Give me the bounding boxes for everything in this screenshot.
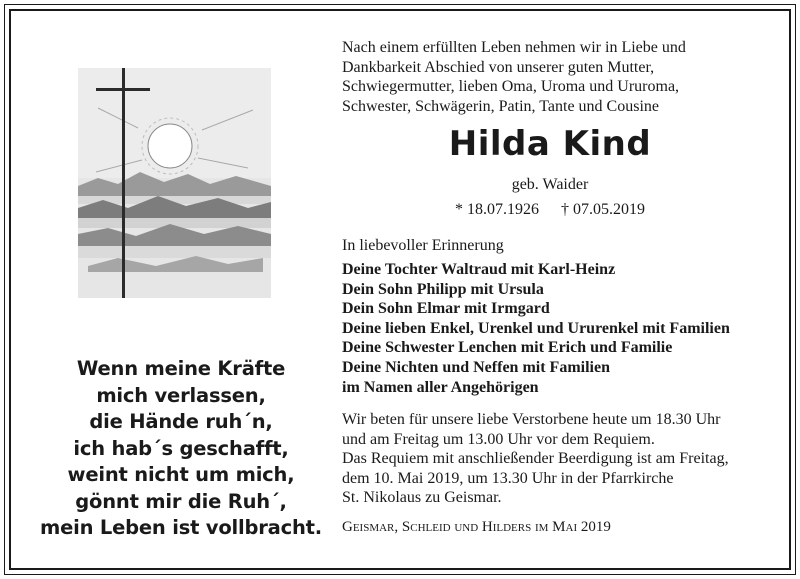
birth-date: * 18.07.1926 [455,201,539,218]
poem-line: mein Leben ist vollbracht. [40,516,322,539]
service-line: dem 10. Mai 2019, um 13.30 Uhr in der Pfarrkirche [342,469,674,487]
mourner-line: im Namen aller Angehörigen [342,378,539,396]
intro-line: Dankbarkeit Abschied von unserer guten Mutter, [342,58,655,76]
service-line: und am Freitag um 13.00 Uhr vor dem Requiem. [342,430,655,448]
service-info [342,410,782,508]
life-dates [342,200,758,220]
death-date: † 07.05.2019 [561,201,645,218]
poem-line: die Hände ruh´n, [89,410,273,433]
mourner-line: Deine Tochter Waltraud mit Karl-Heinz [342,261,616,278]
intro-line: Nach einem erfüllten Leben nehmen wir in Liebe und [342,39,686,56]
maiden-name: geb. Waider [511,176,589,193]
mourner-line: Deine lieben Enkel, Urenkel und Ururenkel mit Familien [342,319,730,337]
mourner-line: Dein Sohn Elmar mit Irmgard [342,300,550,318]
signature: Geismar, Schleid und Hilders im Mai 2019 [342,519,611,535]
intro-text [342,38,762,116]
poem-line: weint nicht um mich, [67,463,295,486]
poem-line: gönnt mir die Ruh´, [75,489,287,513]
cross-and-sunrise-landscape-drawing-icon [78,68,271,298]
intro-line: Schwester, Schwägerin, Patin, Tante und Cousine [342,97,659,115]
deceased-name: Hilda Kind [448,124,652,164]
service-line: St. Nikolaus zu Geismar. [342,489,502,507]
mourners-list [342,260,772,397]
poem-line: mich verlassen, [96,383,266,407]
mourner-line: Deine Nichten und Neffen mit Familien [342,358,610,376]
poem-line: Wenn meine Kräfte [76,357,286,380]
poem [22,356,340,542]
mourner-line: Deine Schwester Lenchen mit Erich und Familie [342,339,673,357]
service-line: Das Requiem mit anschließender Beerdigung ist am Freitag, [342,450,729,468]
service-line: Wir beten für unsere liebe Verstorbene heute um 18.30 Uhr [342,411,721,428]
intro-line: Schwiegermutter, lieben Oma, Uroma und Ururoma, [342,78,680,95]
mourner-line: Dein Sohn Philipp mit Ursula [342,280,544,298]
poem-line: ich hab´s geschafft, [73,436,289,460]
memory-label: In liebevoller Erinnerung [342,237,504,254]
